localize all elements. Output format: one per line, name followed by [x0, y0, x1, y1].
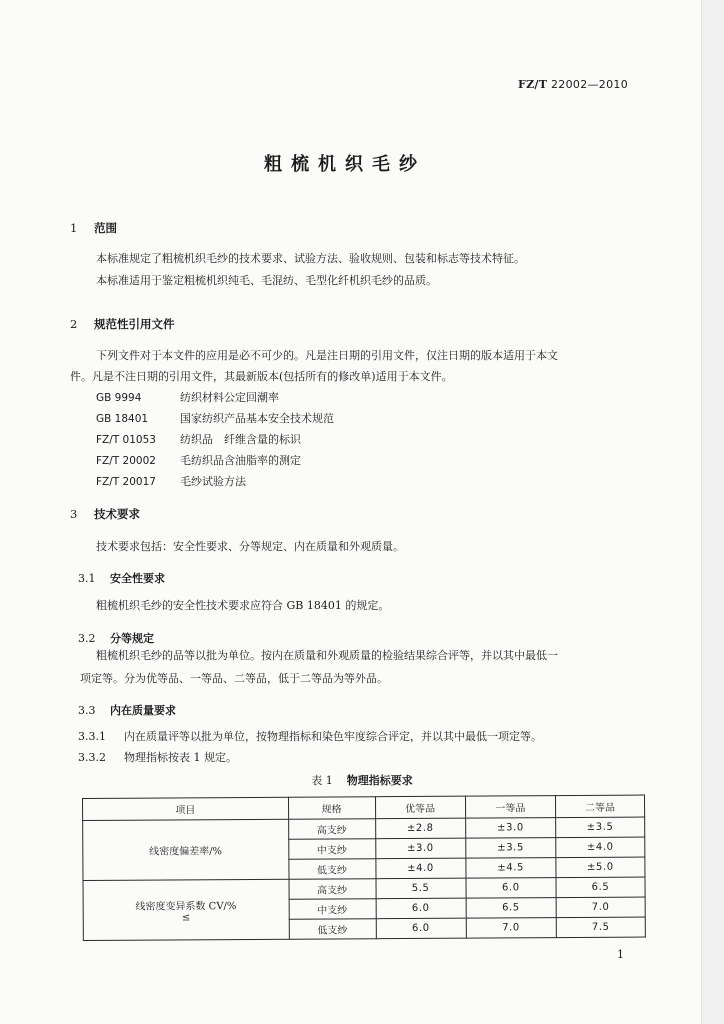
reference-item: FZ/T 20002 毛纺织品含油脂率的测定 [96, 454, 301, 467]
table-value-cell: 7.0 [556, 897, 645, 918]
section-heading-1: 1 范围 [70, 221, 117, 235]
table-value-cell: ±4.5 [466, 858, 556, 879]
section-1-para-1: 本标准规定了粗梳机织毛纱的技术要求、试验方法、验收规则、包装和标志等技术特征。 [96, 252, 525, 265]
section-2-para-line-2: 件。凡是不注日期的引用文件，其最新版本(包括所有的修改单)适用于本文件。 [70, 370, 453, 383]
table-header-cell: 二等品 [555, 795, 644, 818]
table-value-cell: ±2.8 [375, 818, 465, 839]
table-value-cell: 6.0 [466, 878, 556, 899]
table-value-cell: ±3.0 [375, 838, 465, 859]
section-3-1-para: 粗梳机织毛纱的安全性技术要求应符合 GB 18401 的规定。 [96, 599, 390, 612]
table-value-cell: 5.5 [376, 878, 466, 899]
section-heading-3: 3 技术要求 [70, 507, 140, 521]
section-heading-3-1: 3.1 安全性要求 [78, 572, 165, 585]
section-3-para: 技术要求包括：安全性要求、分等规定、内在质量和外观质量。 [96, 540, 404, 553]
table-header-cell: 规格 [288, 797, 375, 820]
table-value-cell: 7.5 [556, 917, 645, 938]
section-1-para-2: 本标准适用于鉴定粗梳机织纯毛、毛混纺、毛型化纤机织毛纱的品质。 [96, 274, 437, 287]
reference-item: GB 9994 纺织材料公定回潮率 [96, 391, 279, 404]
scan-edge [701, 0, 724, 1024]
table-value-cell: 7.0 [466, 918, 556, 939]
table-value-cell: 6.5 [466, 898, 556, 919]
table-value-cell: ±5.0 [556, 857, 645, 878]
table-value-cell: ±3.5 [465, 838, 555, 859]
table-value-cell: ±3.5 [555, 817, 644, 838]
reference-item: GB 18401 国家纺织产品基本安全技术规范 [96, 412, 334, 425]
section-heading-2: 2 规范性引用文件 [70, 317, 175, 331]
table-spec-cell: 高支纱 [289, 879, 376, 900]
table-spec-cell: 中支纱 [288, 839, 375, 860]
table-title: 表 1 物理指标要求 [311, 774, 413, 787]
document-title: 粗梳机织毛纱 [264, 154, 426, 175]
reference-item: FZ/T 01053 纺织品 纤维含量的标识 [96, 433, 301, 446]
table-value-cell: ±4.0 [556, 837, 645, 858]
standard-code-prefix: FZ/T [517, 78, 548, 91]
clause-3-3-1: 3.3.1 内在质量评等以批为单位，按物理指标和染色牢度综合评定，并以其中最低一项定等。 [78, 730, 542, 743]
section-3-2-para-line-1: 粗梳机织毛纱的品等以批为单位。按内在质量和外观质量的检验结果综合评等，并以其中最低一 [96, 649, 558, 662]
table-header-cell: 一等品 [465, 796, 555, 819]
table-spec-cell: 中支纱 [289, 899, 376, 920]
table-value-cell: 6.5 [556, 877, 645, 898]
table-value-cell: 6.0 [376, 918, 466, 939]
reference-item: FZ/T 20017 毛纱试验方法 [96, 475, 246, 488]
standard-code-number: 22002—2010 [551, 78, 628, 91]
table-spec-cell: 高支纱 [288, 819, 375, 840]
table-spec-cell: 低支纱 [289, 919, 376, 940]
table-item-cell: 线密度变异系数 CV/% ≤ [83, 879, 289, 940]
table-item-cell: 线密度偏差率/% [83, 819, 289, 880]
page-number: 1 [617, 948, 624, 961]
standard-code [518, 78, 628, 91]
table-spec-cell: 低支纱 [288, 859, 375, 880]
table-value-cell: ±4.0 [375, 858, 465, 879]
physical-index-table [82, 795, 646, 941]
table-header-cell: 项目 [83, 797, 289, 820]
section-2-para-line-1: 下列文件对于本文件的应用是必不可少的。凡是注日期的引用文件，仅注日期的版本适用于本文 [96, 349, 558, 362]
table-header-cell: 优等品 [375, 796, 465, 819]
table-value-cell: ±3.0 [465, 818, 555, 839]
section-heading-3-2: 3.2 分等规定 [78, 632, 154, 645]
clause-3-3-2: 3.3.2 物理指标按表 1 规定。 [78, 751, 237, 764]
section-3-2-para-line-2: 项定等。分为优等品、一等品、二等品，低于二等品为等外品。 [80, 672, 388, 685]
table-value-cell: 6.0 [376, 898, 466, 919]
section-heading-3-3: 3.3 内在质量要求 [78, 704, 176, 717]
